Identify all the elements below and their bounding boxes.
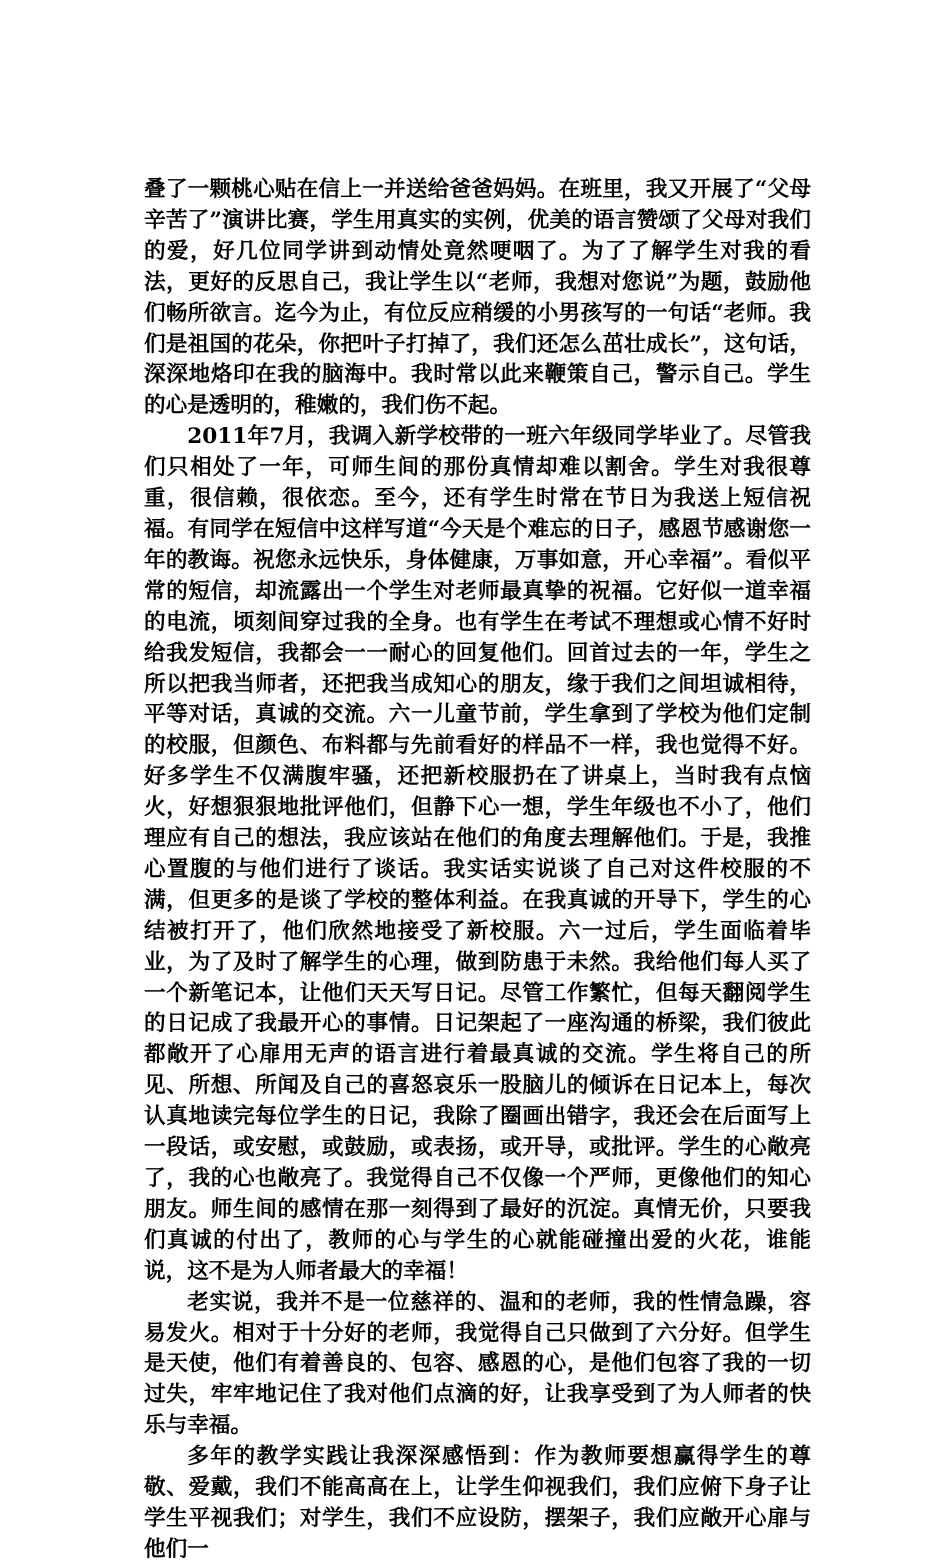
paragraph-2: 2011年7月，我调入新学校带的一班六年级同学毕业了。尽管我们只相处了一年，可师生间的那份真情却难以割舍。学生对我很尊重，很信赖，很依恋。至今，还有学生时常在节日为我送上短信祝福。有同学在短信中这样写道“今天是个难忘的日子，感恩节感谢您一年的教诲。祝您永远快乐，身体健康，万事如意，开心幸福”。看似平常的短信，却流露出一个学生对老师最真挚的祝福。它好似一道幸福的电流，顷刻间穿过我的全身。也有学生在考试不理想或心情不好时给我发短信，我都会一一耐心的回复他们。回首过去的一年，学生之所以把我当师者，还把我当成知心的朋友，缘于我们之间坦诚相待，平等对话，真诚的交流。六一儿童节前，学生拿到了学校为他们定制的校服，但颜色、布料都与先前看好的样品不一样，我也觉得不好。好多学生不仅满腹牢骚，还把新校服扔在了讲桌上，当时我有点恼火，好想狠狠地批评他们，但静下心一想，学生年级也不小了，他们理应有自己的想法，我应该站在他们的角度去理解他们。于是，我推心置腹的与他们进行了谈话。我实话实说谈了自己对这件校服的不满，但更多的是谈了学校的整体利益。在我真诚的开导下，学生的心结被打开了，他们欣然地接受了新校服。六一过后，学生面临着毕业，为了及时了解学生的心理，做到防患于未然。我给他们每人买了一个新笔记本，让他们天天写日记。尽管工作繁忙，但每天翻阅学生的日记成了我最开心的事情。日记架起了一座沟通的桥梁，我们彼此都敞开了心扉用无声的语言进行着最真诚的交流。学生将自己的所见、所想、所闻及自己的喜怒哀乐一股脑儿的倾诉在日记本上，每次认真地读完每位学生的日记，我除了圈画出错字，我还会在后面写上一段话，或安慰，或鼓励，或表扬，或开导，或批评。学生的心敞亮了，我的心也敞亮了。我觉得自己不仅像一个严师，更像他们的知心朋友。师生间的感情在那一刻得到了最好的沉淀。真情无价，只要我们真诚的付出了，教师的心与学生的心就能碰撞出爱的火花，谁能说，这不是为人师者最大的幸福！ [144,424,811,1284]
body-text [144,175,811,1566]
paragraph-1: 叠了一颗桃心贴在信上一并送给爸爸妈妈。在班里，我又开展了“父母辛苦了”演讲比赛，学生用真实的实例，优美的语言赞颂了父母对我们的爱，好几位同学讲到动情处竟然哽咽了。为了了解学生对我的看法，更好的反思自己，我让学生以“老师，我想对您说”为题，鼓励他们畅所欲言。迄今为止，有位反应稍缓的小男孩写的一句话“老师。我们是祖国的花朵，你把叶子打掉了，我们还怎么茁壮成长”，这句话，深深地烙印在我的脑海中。我时常以此来鞭策自己，警示自己。学生的心是透明的，稚嫩的，我们伤不起。 [144,177,811,419]
paragraph-4: 多年的教学实践让我深深感悟到：作为教师要想赢得学生的尊敬、爱戴，我们不能高高在上，让学生仰视我们，我们应俯下身子让学生平视我们；对学生，我们不应设防，摆架子，我们应敞开心扉与他们一 [144,1444,811,1562]
paragraph-3: 老实说，我并不是一位慈祥的、温和的老师，我的性情急躁，容易发火。相对于十分好的老师，我觉得自己只做到了六分好。但学生是天使，他们有着善良的、包容、感恩的心，是他们包容了我的一切过失，牢牢地记住了我对他们点滴的好，让我享受到了为人师者的快乐与幸福。 [144,1289,811,1439]
